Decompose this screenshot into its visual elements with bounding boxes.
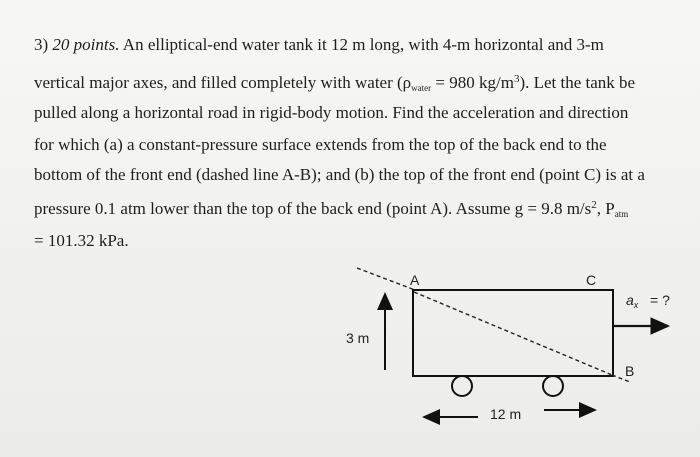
problem-line-4: for which (a) a constant-pressure surface extends from the top of the back end to the [34, 135, 607, 154]
squared-superscript: 2 [591, 199, 597, 211]
accel-a: a [626, 292, 634, 308]
acceleration-symbol [626, 292, 639, 310]
label-a: A [410, 272, 420, 288]
problem-line-5: bottom of the front end (dashed line A-B); and (b) the top of the front end (point C) is at a [34, 165, 645, 184]
problem-number: 3) [34, 35, 49, 54]
rho-symbol: ρ [402, 73, 412, 92]
problem-text-2b: = 980 kg/m [431, 73, 514, 92]
rear-wheel [452, 376, 472, 396]
problem-text-6a: pressure 0.1 atm lower than the top of the back end (point A). Assume g = 9.8 m/s [34, 199, 592, 218]
problem-points: 20 points. [52, 35, 120, 54]
line-a-b [414, 292, 612, 375]
problem-text-2a: vertical major axes, and filled completely with water ( [34, 73, 403, 92]
rho-subscript: water [411, 83, 432, 93]
acceleration-value: = ? [650, 292, 670, 308]
length-label: 12 m [490, 406, 522, 422]
problem-text-2c: ). Let the tank be [519, 73, 636, 92]
atm-subscript: atm [614, 209, 629, 219]
problem-text-1: An elliptical-end water tank it 12 m long, with 4-m horizontal and 3-m [122, 35, 604, 54]
problem-line-7: = 101.32 kPa. [34, 231, 129, 250]
label-c: C [586, 272, 597, 288]
height-label: 3 m [346, 330, 370, 346]
accel-subscript: x [633, 300, 639, 310]
problem-line-3: pulled along a horizontal road in rigid-body motion. Find the acceleration and direction [34, 103, 629, 122]
front-wheel [543, 376, 563, 396]
label-b: B [625, 363, 635, 379]
problem-text-6b: , P [596, 199, 615, 218]
cubed-superscript: 3 [513, 73, 520, 85]
surface-dashed-top [357, 268, 415, 290]
